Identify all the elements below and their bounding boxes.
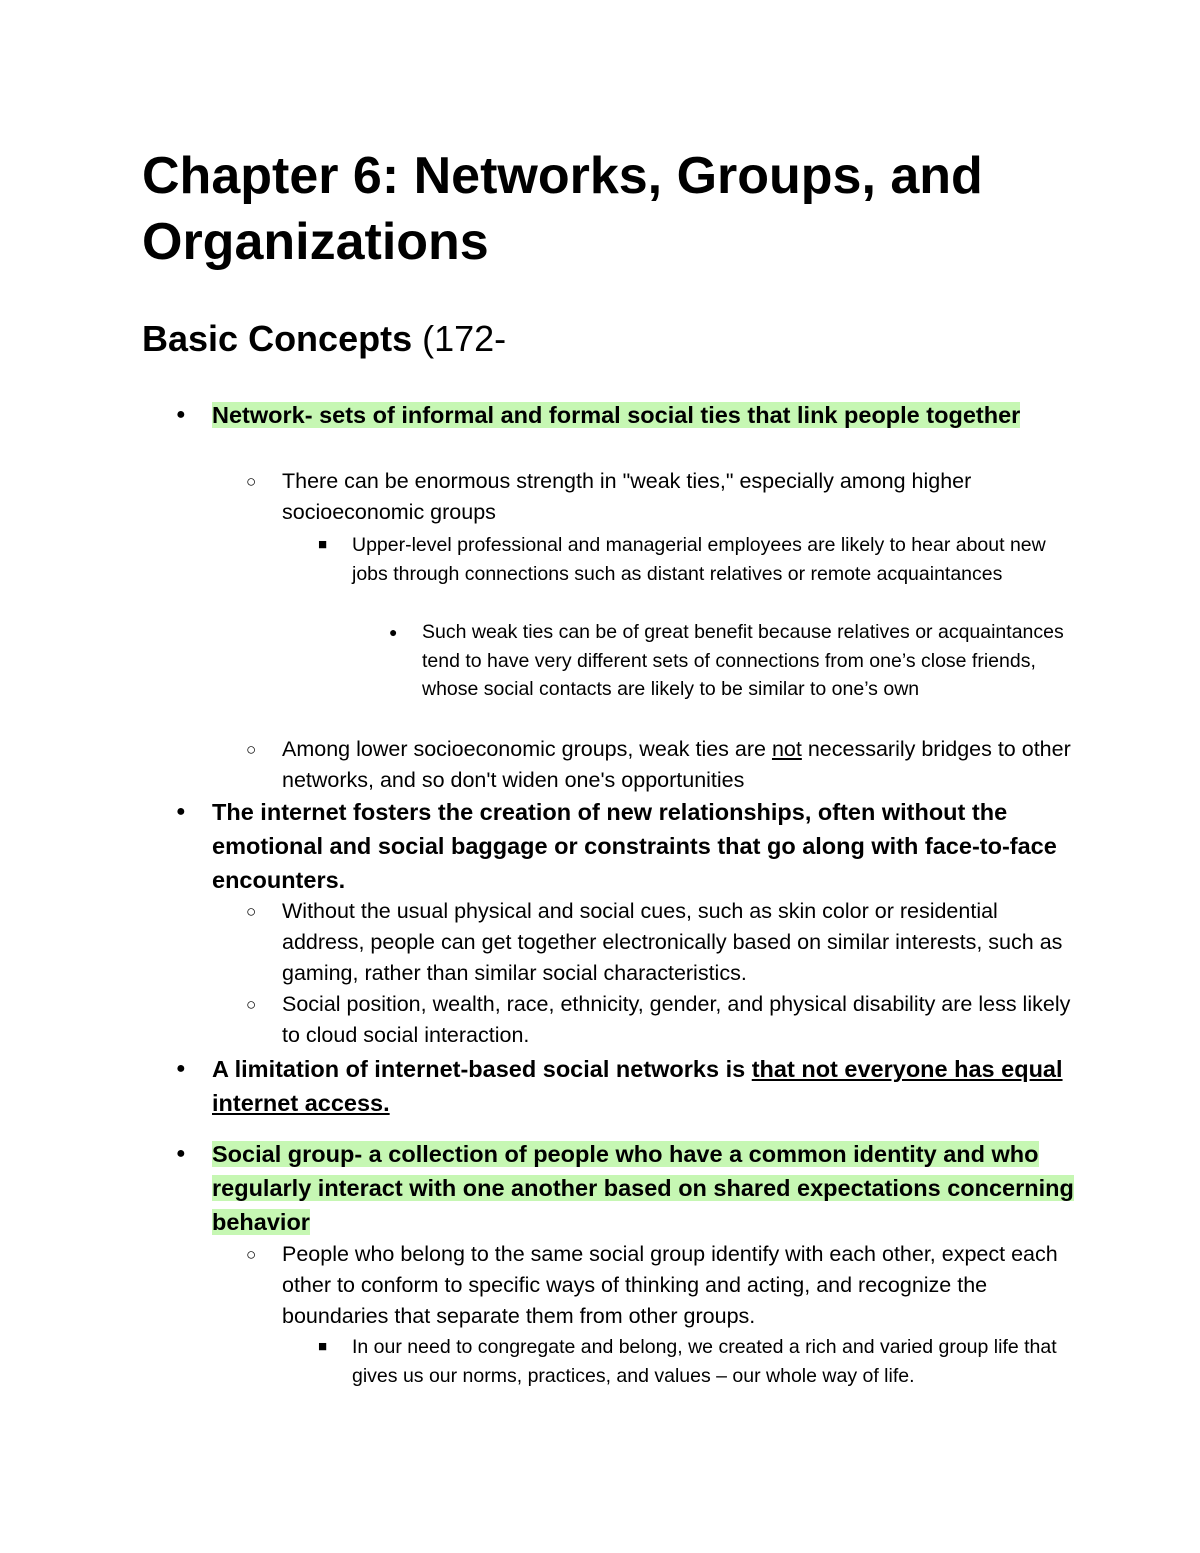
- list-item-social-group: [176, 1137, 1092, 1239]
- weak-ties-text: There can be enormous strength in "weak ties," especially among higher socioeconomic groups: [282, 469, 972, 524]
- list-item-limitation: [176, 1052, 1092, 1120]
- bullet-marker: ●: [389, 624, 398, 640]
- network-definition: Network- sets of informal and formal social ties that link people together: [212, 402, 1021, 428]
- bullet-marker: ■: [318, 536, 328, 553]
- same-group-text: People who belong to the same social group identify with each other, expect each other to conform to specific ways of thinking and acting, and recognize the boundaries that separate them from other groups.: [282, 1242, 1058, 1328]
- limitation-emphasis: that not everyone has equal internet access.: [212, 1056, 1063, 1116]
- bullet-marker: ○: [246, 472, 257, 491]
- list-item-without-cues: [246, 896, 1082, 989]
- list-item-upper-level: [318, 531, 1072, 588]
- chapter-title: Chapter 6: Networks, Groups, and Organizations: [142, 147, 983, 271]
- list-item-weak-ties: [246, 466, 1082, 528]
- social-group-definition: Social group- a collection of people who have a common identity and who regularly interact with one another based on shared expectations concerning behavior: [212, 1141, 1074, 1235]
- bullet-marker: ●: [176, 1060, 186, 1077]
- internet-text: The internet fosters the creation of new relationships, often without the emotional and social baggage or constraints that go along with face-to-face encounters.: [212, 799, 1057, 893]
- bullet-marker: ●: [176, 1145, 186, 1162]
- lower-groups-pre: Among lower socioeconomic groups, weak ties are: [282, 737, 772, 761]
- lower-groups-post: necessarily bridges to other networks, and so don't widen one's opportunities: [282, 737, 1071, 792]
- lower-groups-emphasis: not: [771, 737, 802, 761]
- list-item-same-group: [246, 1239, 1082, 1332]
- bullet-marker: ○: [246, 1245, 257, 1264]
- bullet-marker: ○: [246, 902, 257, 921]
- list-item-network: [176, 398, 1092, 432]
- bullet-marker: ○: [246, 740, 257, 759]
- section-heading: [142, 315, 506, 363]
- list-item-lower-groups: [246, 734, 1082, 796]
- section-heading-text: Basic Concepts: [142, 318, 413, 359]
- weak-ties-benefit-text: Such weak ties can be of great benefit because relatives or acquaintances tend to have very different sets of connections from one’s close friends, whose social contacts are likely to be similar to one’s own: [422, 621, 1064, 700]
- bullet-marker: ■: [318, 1338, 328, 1355]
- social-position-text: Social position, wealth, race, ethnicity, gender, and physical disability are less likely to cloud social interaction.: [282, 992, 1071, 1047]
- bullet-marker: ○: [246, 995, 257, 1014]
- bullet-marker: ●: [176, 803, 186, 820]
- bullet-marker: ●: [176, 406, 186, 423]
- without-cues-text: Without the usual physical and social cues, such as skin color or residential address, people can get together electronically based on similar interests, such as gaming, rather than similar social characteristics.: [282, 899, 1063, 985]
- limitation-pre: A limitation of internet-based social networks is: [212, 1056, 752, 1082]
- list-item-congregate: [318, 1333, 1072, 1390]
- list-item-internet: [176, 795, 1092, 897]
- section-page-range: (172-: [422, 318, 507, 359]
- congregate-text: In our need to congregate and belong, we created a rich and varied group life that gives us our norms, practices, and values – our whole way of life.: [352, 1336, 1057, 1387]
- list-item-weak-ties-benefit: [389, 618, 1072, 704]
- upper-level-text: Upper-level professional and managerial employees are likely to hear about new jobs through connections such as distant relatives or remote acquaintances: [352, 534, 1046, 585]
- list-item-social-position: [246, 989, 1082, 1051]
